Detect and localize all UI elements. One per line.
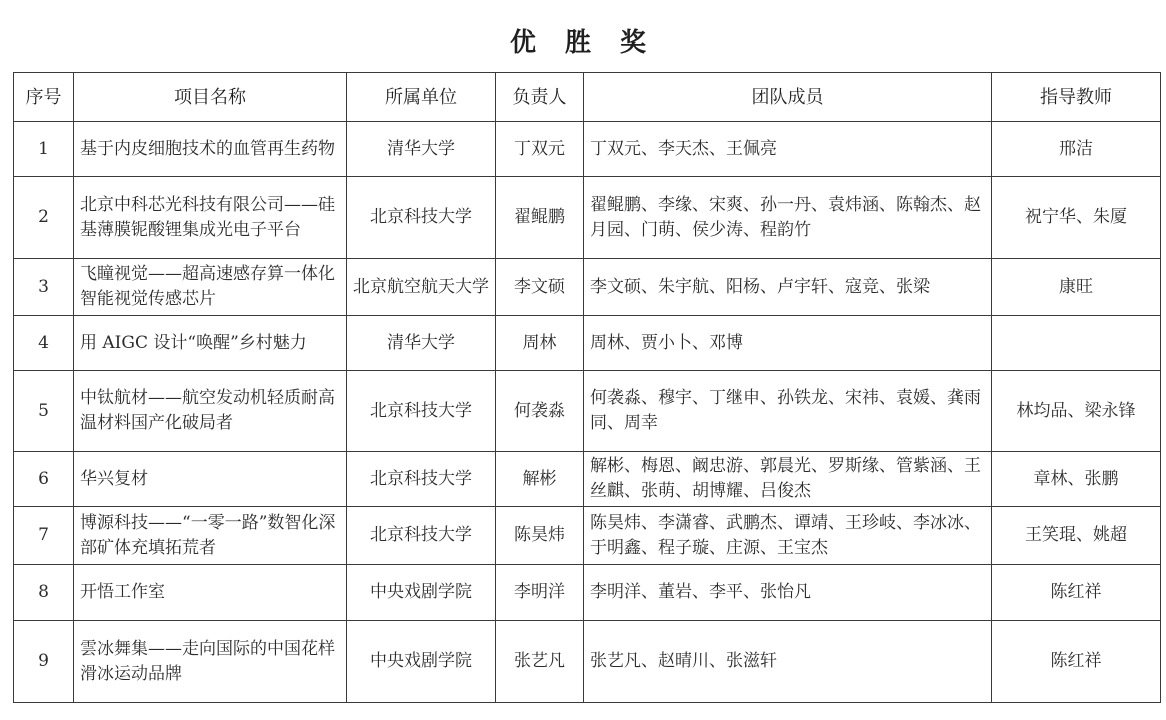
cell-no: 1 [14, 122, 74, 177]
cell-leader: 翟鲲鹏 [496, 177, 584, 259]
table-row [14, 316, 1161, 371]
cell-leader: 周林 [496, 316, 584, 371]
table-header-row [14, 73, 1161, 122]
cell-leader: 陈昊炜 [496, 507, 584, 565]
table-row [14, 371, 1161, 452]
page-title: 优 胜 奖 [509, 28, 657, 58]
cell-no: 8 [14, 565, 74, 621]
cell-project: 飞瞳视觉——超高速感存算一体化智能视觉传感芯片 [74, 259, 347, 316]
cell-leader: 李明洋 [496, 565, 584, 621]
cell-members: 张艺凡、赵晴川、张滋轩 [584, 621, 992, 703]
cell-project: 雲冰舞集——走向国际的中国花样滑冰运动品牌 [74, 621, 347, 703]
table-row [14, 565, 1161, 621]
cell-no: 4 [14, 316, 74, 371]
cell-teacher: 康旺 [992, 259, 1161, 316]
cell-no: 6 [14, 452, 74, 507]
cell-leader: 李文硕 [496, 259, 584, 316]
cell-project: 华兴复材 [74, 452, 347, 507]
cell-leader: 何袭淼 [496, 371, 584, 452]
header-members: 团队成员 [584, 73, 992, 122]
table-row [14, 259, 1161, 316]
cell-members: 李明洋、董岩、李平、张怡凡 [584, 565, 992, 621]
cell-members: 何袭淼、穆宇、丁继申、孙铁龙、宋祎、袁媛、龚雨同、周幸 [584, 371, 992, 452]
cell-unit: 北京科技大学 [347, 452, 496, 507]
cell-no: 2 [14, 177, 74, 259]
cell-teacher: 陈红祥 [992, 621, 1161, 703]
table-row [14, 452, 1161, 507]
cell-unit: 清华大学 [347, 316, 496, 371]
cell-members: 周林、贾小卜、邓博 [584, 316, 992, 371]
cell-unit: 北京科技大学 [347, 177, 496, 259]
header-unit: 所属单位 [347, 73, 496, 122]
cell-teacher [992, 316, 1161, 371]
cell-teacher: 王笑琨、姚超 [992, 507, 1161, 565]
cell-project: 中钛航材——航空发动机轻质耐高温材料国产化破局者 [74, 371, 347, 452]
cell-members: 丁双元、李天杰、王佩亮 [584, 122, 992, 177]
cell-no: 5 [14, 371, 74, 452]
table-row [14, 177, 1161, 259]
cell-teacher: 林均品、梁永锋 [992, 371, 1161, 452]
header-no: 序号 [14, 73, 74, 122]
cell-teacher: 邢洁 [992, 122, 1161, 177]
cell-members: 陈昊炜、李潇睿、武鹏杰、谭靖、王珍岐、李冰冰、于明鑫、程子璇、庄源、王宝杰 [584, 507, 992, 565]
cell-leader: 张艺凡 [496, 621, 584, 703]
cell-unit: 中央戏剧学院 [347, 621, 496, 703]
cell-no: 7 [14, 507, 74, 565]
cell-project: 用 AIGC 设计“唤醒”乡村魅力 [74, 316, 347, 371]
cell-project: 基于内皮细胞技术的血管再生药物 [74, 122, 347, 177]
cell-no: 9 [14, 621, 74, 703]
table-row [14, 122, 1161, 177]
cell-project: 开悟工作室 [74, 565, 347, 621]
cell-unit: 北京科技大学 [347, 371, 496, 452]
table-row [14, 621, 1161, 703]
cell-members: 李文硕、朱宇航、阳杨、卢宇轩、寇竞、张梁 [584, 259, 992, 316]
table-row [14, 507, 1161, 565]
cell-teacher: 章林、张鹏 [992, 452, 1161, 507]
cell-unit: 清华大学 [347, 122, 496, 177]
cell-members: 解彬、梅恩、阚忠游、郭晨光、罗斯缘、管紫涵、王丝麒、张萌、胡博耀、吕俊杰 [584, 452, 992, 507]
header-teacher: 指导教师 [992, 73, 1161, 122]
header-leader: 负责人 [496, 73, 584, 122]
cell-leader: 丁双元 [496, 122, 584, 177]
cell-unit: 中央戏剧学院 [347, 565, 496, 621]
cell-members: 翟鲲鹏、李缘、宋爽、孙一丹、袁炜涵、陈翰杰、赵月园、门萌、侯少涛、程韵竹 [584, 177, 992, 259]
cell-no: 3 [14, 259, 74, 316]
award-table [13, 72, 1161, 703]
cell-leader: 解彬 [496, 452, 584, 507]
cell-project: 北京中科芯光科技有限公司——硅基薄膜铌酸锂集成光电子平台 [74, 177, 347, 259]
cell-teacher: 祝宁华、朱厦 [992, 177, 1161, 259]
cell-teacher: 陈红祥 [992, 565, 1161, 621]
cell-unit: 北京航空航天大学 [347, 259, 496, 316]
header-project: 项目名称 [74, 73, 347, 122]
cell-unit: 北京科技大学 [347, 507, 496, 565]
cell-project: 博源科技——“一零一路”数智化深部矿体充填拓荒者 [74, 507, 347, 565]
